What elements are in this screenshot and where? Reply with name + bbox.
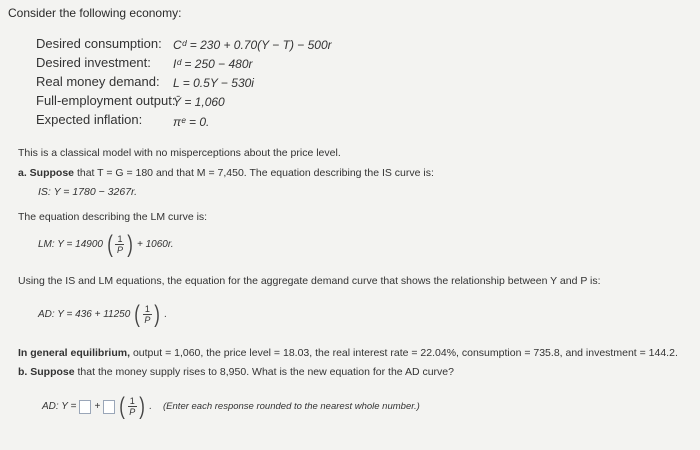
intro-text: Consider the following economy: <box>8 6 182 20</box>
answer-lead: AD: Y = <box>42 401 77 412</box>
eq-value-money-demand: L = 0.5Y − 530i <box>173 76 254 90</box>
answer-plus: + <box>94 401 101 412</box>
part-a-prefix: a. Suppose <box>18 167 75 179</box>
eq-label-full-employment: Full-employment output: <box>36 93 176 108</box>
eq-value-full-employment: Ȳ = 1,060 <box>173 95 225 109</box>
part-b-text: that the money supply rises to 8,950. What is the new equation for the AD curve? <box>77 366 454 378</box>
answer-row <box>42 392 420 420</box>
answer-hint: (Enter each response rounded to the nearest whole number.) <box>163 401 420 412</box>
eq-value-investment: Iᵈ = 250 − 480r <box>173 57 253 71</box>
equilibrium-prefix: In general equilibrium, <box>18 347 131 359</box>
lm-fraction: ( $\frac{1}{P}$ ) <box>107 230 133 258</box>
part-b-question <box>18 366 454 378</box>
eq-label-money-demand: Real money demand: <box>36 74 160 89</box>
equilibrium-text <box>18 347 678 359</box>
answer-frac-den: P <box>129 407 136 417</box>
eq-value-consumption: Cᵈ = 230 + 0.70(Y − T) − 500r <box>173 38 332 52</box>
classical-note: This is a classical model with no misperceptions about the price level. <box>18 147 341 159</box>
ad-equation <box>38 300 168 328</box>
ad-eq-tail: . <box>164 309 168 320</box>
ad-frac-num: 1 <box>144 304 150 314</box>
lm-frac-den: P <box>116 245 123 255</box>
answer-tail: . <box>149 401 153 412</box>
lm-frac-num: 1 <box>117 234 123 244</box>
equilibrium-body: output = 1,060, the price level = 18.03, the real interest rate = 22.04%, consumption = 735.8, and investment = 144.2. <box>132 347 678 359</box>
ad-intro: Using the IS and LM equations, the equation for the aggregate demand curve that shows the relationship between Y and P is: <box>18 275 601 287</box>
lm-intro: The equation describing the LM curve is: <box>18 211 208 223</box>
ad-eq-lead: AD: Y = 436 + 11250 <box>38 309 131 320</box>
lm-eq-tail: + 1060r. <box>136 239 174 250</box>
answer-coefficient-input[interactable] <box>103 400 115 414</box>
part-a-question <box>18 167 434 179</box>
eq-value-expected-inflation: πᵉ = 0. <box>173 115 210 129</box>
ad-frac-den: P <box>144 315 151 325</box>
lm-equation <box>38 230 174 258</box>
lm-eq-lead: LM: Y = 14900 <box>38 239 103 250</box>
eq-label-expected-inflation: Expected inflation: <box>36 112 143 127</box>
part-b-prefix: b. Suppose <box>18 366 75 378</box>
answer-fraction: ( $\frac{1}{P}$ ) <box>119 392 146 420</box>
eq-label-investment: Desired investment: <box>36 55 151 70</box>
eq-label-consumption: Desired consumption: <box>36 36 162 51</box>
answer-frac-num: 1 <box>129 396 135 406</box>
answer-constant-input[interactable] <box>79 400 91 414</box>
part-a-text: that T = G = 180 and that M = 7,450. The equation describing the IS curve is: <box>76 167 434 179</box>
is-equation: IS: Y = 1780 − 3267r. <box>38 186 138 198</box>
ad-fraction: ( $\frac{1}{P}$ ) <box>134 300 161 328</box>
